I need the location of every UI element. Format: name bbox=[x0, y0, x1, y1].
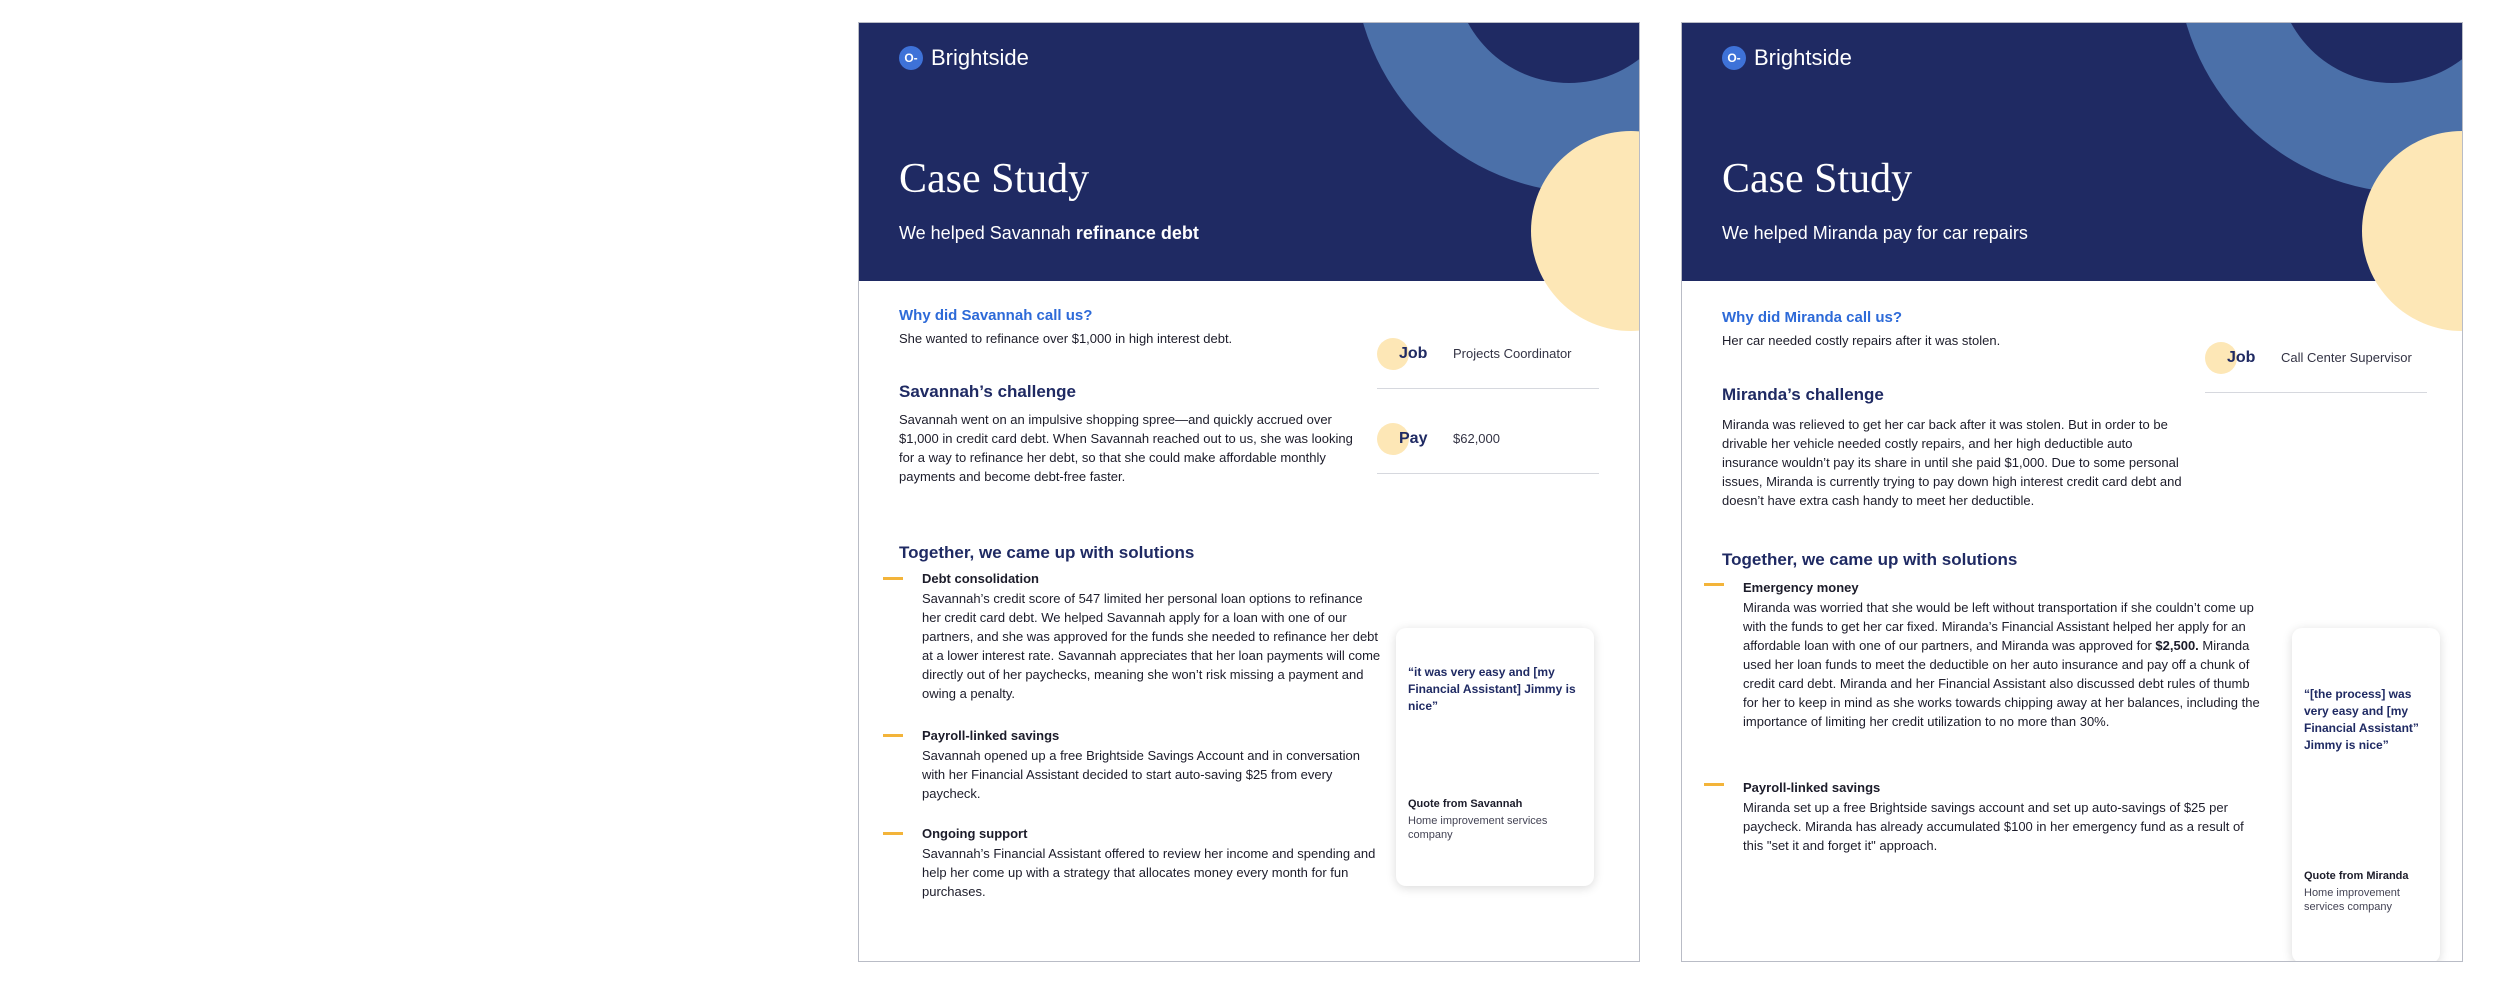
pay-stat: Pay $62,000 bbox=[1377, 413, 1599, 474]
quote-author: Quote from Savannah bbox=[1408, 798, 1523, 810]
solutions-heading: Together, we came up with solutions bbox=[899, 543, 1195, 562]
job-stat: Job Projects Coordinator bbox=[1377, 328, 1599, 389]
challenge-text: Miranda was relieved to get her car back after it was stolen. But in order to be drivable her vehicle needed costly repairs, and her high deductible auto insurance wouldn’t pay its share in until she paid $1,000. Due to some personal issues, Miranda is currently trying to pay down high interest credit card debt and doesn’t have extra cash handy to meet her deductible. bbox=[1722, 417, 2182, 508]
solution-text: Savannah opened up a free Brightside Savings Account and in conversation with her Financial Assistant decided to start auto-saving $25 from every paycheck. bbox=[922, 748, 1360, 801]
bullet-dash bbox=[1704, 583, 1724, 586]
logo-mark-icon: O- bbox=[1722, 46, 1746, 70]
brightside-logo bbox=[1722, 45, 1852, 71]
solution-text: Miranda was worried that she would be left without transportation if she couldn’t come up with the funds to get her car fixed. Miranda’s Financial Assistant helped her apply for an affordable loan with one of our partners, and Miranda was approved for $2,500. Miranda used her loan funds to meet the deductible on her auto insurance and pay off a chunk of credit card debt. Miranda and her Financial Assistant also discussed debt rules of thumb for her to keep in mind as she works towards chipping away at her balances, including the importance of limiting her credit utilization to no more than 30%. bbox=[1743, 600, 2260, 729]
solution-title: Payroll-linked savings bbox=[1743, 780, 1881, 795]
why-heading: Why did Savannah call us? bbox=[899, 307, 1093, 324]
job-stat: Job Call Center Supervisor bbox=[2205, 332, 2427, 393]
logo-text: Brightside bbox=[1754, 45, 1852, 70]
page-title: Case Study bbox=[1722, 156, 1913, 202]
solution-title: Ongoing support bbox=[922, 826, 1028, 841]
quote-text: “[the process] was very easy and [my Financial Assistant” Jimmy is nice” bbox=[2304, 687, 2419, 752]
solution-text: Savannah’s credit score of 547 limited her personal loan options to refinance her credit card debt. We helped Savannah apply for a loan with one of our partners, and she was approved for the funds she needed to refinance her debt at a lower interest rate. Savannah appreciates that her loan payments will come directly out of her paychecks, meaning she won’t risk missing a payment and owing a penalty. bbox=[922, 591, 1381, 701]
page-subtitle: We helped Savannah refinance debt bbox=[899, 223, 1199, 243]
logo-text: Brightside bbox=[931, 45, 1029, 70]
bullet-dash bbox=[883, 734, 903, 737]
solution-title: Payroll-linked savings bbox=[922, 728, 1060, 743]
page-title: Case Study bbox=[899, 156, 1090, 202]
challenge-heading: Savannah’s challenge bbox=[899, 382, 1076, 401]
quote-text: “it was very easy and [my Financial Assistant] Jimmy is nice” bbox=[1408, 665, 1576, 713]
quote-card bbox=[1396, 628, 1594, 886]
solution-text: Miranda set up a free Brightside savings account and set up auto-savings of $25 per paycheck. Miranda has already accumulated $100 in her emergency fund as a result of this "set it and forget it" approach. bbox=[1743, 800, 2244, 853]
challenge-heading: Miranda’s challenge bbox=[1722, 385, 1884, 404]
quote-role: Home improvement services company bbox=[2304, 887, 2400, 913]
solutions-heading: Together, we came up with solutions bbox=[1722, 550, 2018, 569]
bullet-dash bbox=[1704, 783, 1724, 786]
solution-title: Emergency money bbox=[1743, 580, 1859, 595]
quote-card bbox=[2292, 628, 2440, 962]
challenge-text: Savannah went on an impulsive shopping spree—and quickly accrued over $1,000 in credit card debt. When Savannah reached out to us, she was looking for a way to refinance her debt, so that she could make affordable monthly payments and become debt-free faster. bbox=[899, 412, 1353, 484]
logo-mark-icon: O- bbox=[899, 46, 923, 70]
why-text: Her car needed costly repairs after it was stolen. bbox=[1722, 333, 2001, 348]
quote-author: Quote from Miranda bbox=[2304, 870, 2409, 882]
page-subtitle: We helped Miranda pay for car repairs bbox=[1722, 223, 2028, 243]
page-header bbox=[1682, 23, 2463, 281]
profile-stats bbox=[2205, 332, 2427, 417]
solution-text: Savannah’s Financial Assistant offered to review her income and spending and help her come up with a strategy that allocates money every month for fun purchases. bbox=[922, 846, 1376, 899]
profile-stats bbox=[1377, 328, 1599, 498]
why-heading: Why did Miranda call us? bbox=[1722, 309, 1903, 326]
bullet-dash bbox=[883, 577, 903, 580]
solution-title: Debt consolidation bbox=[922, 571, 1039, 586]
case-study-page-miranda bbox=[1681, 22, 2463, 962]
brightside-logo bbox=[899, 45, 1029, 71]
quote-role: Home improvement services company bbox=[1408, 815, 1548, 841]
page-header bbox=[859, 23, 1640, 281]
bullet-dash bbox=[883, 832, 903, 835]
case-study-page-savannah bbox=[858, 22, 1640, 962]
why-text: She wanted to refinance over $1,000 in high interest debt. bbox=[899, 331, 1233, 346]
